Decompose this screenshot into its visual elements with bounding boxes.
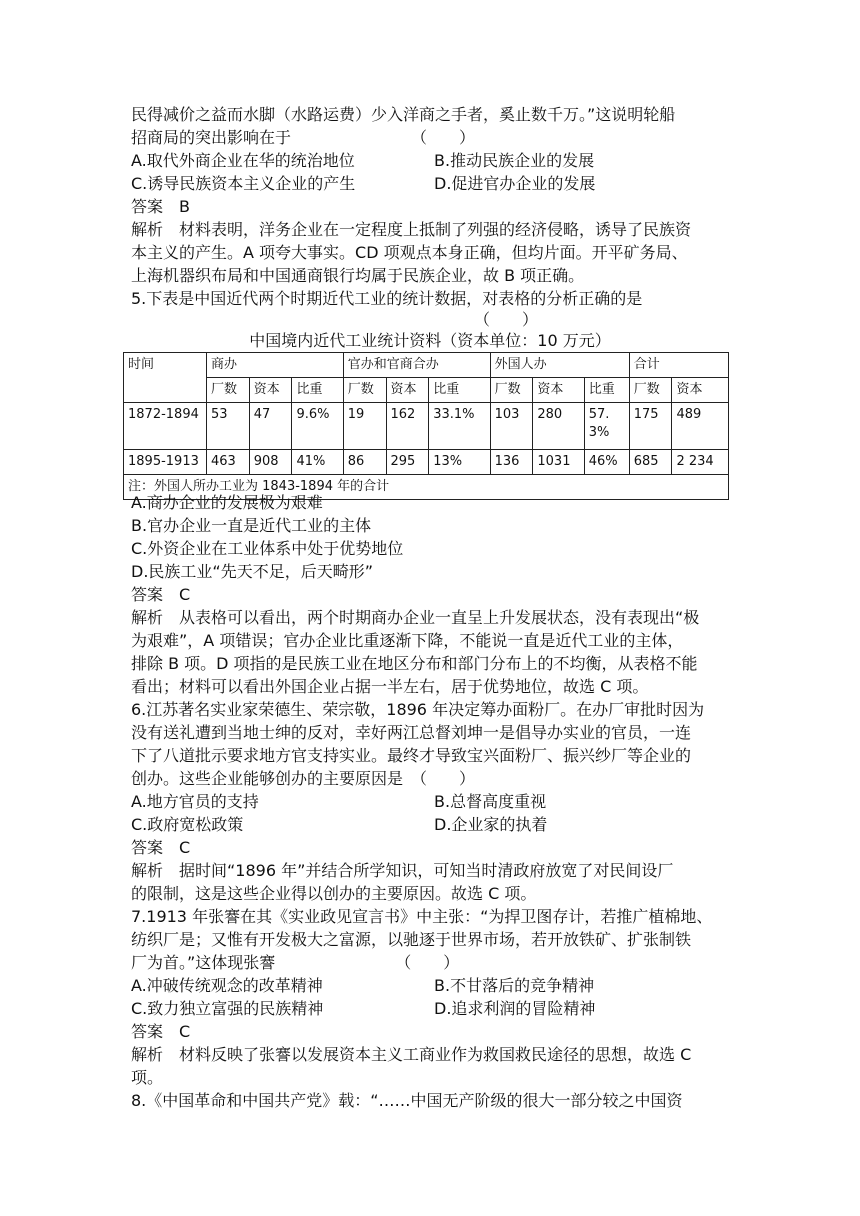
q4-stem-line-2: 招商局的突出影响在于 （ ） xyxy=(131,128,476,147)
q7-stem-line-3: 厂为首。”这体现张謇 （ ） xyxy=(131,953,460,972)
q6-analysis-line-1: 解析 据时间“1896 年”并结合所学知识，可知当时清政府放宽了对民间设厂 xyxy=(131,861,674,880)
q6-option-c: C.政府宽松政策 xyxy=(131,815,244,834)
cell-merchant-capital: 47 xyxy=(249,403,292,450)
table-header-row xyxy=(124,353,729,378)
q6-option-b: B.总督高度重视 xyxy=(434,792,547,811)
q4-option-a: A.取代外商企业在华的统治地位 xyxy=(131,151,355,170)
q4-option-b: B.推动民族企业的发展 xyxy=(434,151,595,170)
q5-stem-line-1: 5.下表是中国近代两个时期近代工业的统计数据，对表格的分析正确的是 xyxy=(131,289,643,308)
cell-foreign-ratio: 46% xyxy=(584,450,629,475)
q5-option-b: B.官办企业一直是近代工业的主体 xyxy=(131,516,372,535)
q5-option-a: A.商办企业的发展极为艰难 xyxy=(131,493,323,512)
q7-analysis-line-2: 项。 xyxy=(131,1068,164,1087)
header-merchant-run: 商办 xyxy=(207,353,344,378)
q4-option-c: C.诱导民族资本主义企业的产生 xyxy=(131,174,356,193)
q4-answer: 答案 B xyxy=(131,197,190,216)
q5-answer: 答案 C xyxy=(131,585,191,604)
q4-analysis-line-3: 上海机器织布局和中国通商银行均属于民族企业，故 B 项正确。 xyxy=(131,266,585,285)
table-row xyxy=(124,450,729,475)
cell-foreign-ratio: 57.3% xyxy=(584,403,629,450)
q4-stem-line-1: 民得减价之益而水脚（水路运费）少入洋商之手者，奚止数千万。”这说明轮船 xyxy=(131,105,676,124)
cell-government-factories: 19 xyxy=(343,403,386,450)
subheader-factories: 厂数 xyxy=(207,378,250,403)
q6-stem-line-1: 6.江苏著名实业家荣德生、荣宗敬，1896 年决定筹办面粉厂。在办厂审批时因为 xyxy=(131,700,705,719)
cell-total-capital: 2 234 xyxy=(672,450,729,475)
q7-analysis-line-1: 解析 材料反映了张謇以发展资本主义工商业作为救国救民途径的思想，故选 C xyxy=(131,1045,692,1064)
cell-total-factories: 685 xyxy=(629,450,672,475)
q7-option-a: A.冲破传统观念的改革精神 xyxy=(131,976,323,995)
q5-stem-line-2: （ ） xyxy=(474,310,539,329)
q5-analysis-line-2: 为艰难”，A 项错误；官办企业比重逐渐下降，不能说一直是近代工业的主体， xyxy=(131,631,684,650)
q7-option-b: B.不甘落后的竞争精神 xyxy=(434,976,595,995)
header-total: 合计 xyxy=(629,353,728,378)
q7-answer: 答案 C xyxy=(131,1022,191,1041)
subheader-factories: 厂数 xyxy=(629,378,672,403)
subheader-capital: 资本 xyxy=(386,378,429,403)
cell-total-capital: 489 xyxy=(672,403,729,450)
subheader-factories: 厂数 xyxy=(343,378,386,403)
cell-foreign-factories: 136 xyxy=(490,450,533,475)
q6-analysis-line-2: 的限制，这是这些企业得以创办的主要原因。故选 C 项。 xyxy=(131,884,537,903)
q6-option-a: A.地方官员的支持 xyxy=(131,792,259,811)
q5-option-c: C.外资企业在工业体系中处于优势地位 xyxy=(131,539,404,558)
q5-statistics-table xyxy=(123,352,729,500)
header-foreign-run: 外国人办 xyxy=(490,353,629,378)
cell-government-ratio: 13% xyxy=(429,450,490,475)
q5-table-caption: 中国境内近代工业统计资料（资本单位：10 万元） xyxy=(249,331,611,350)
cell-time: 1895-1913 xyxy=(124,450,207,475)
cell-foreign-capital: 1031 xyxy=(533,450,584,475)
header-government-run: 官办和官商合办 xyxy=(343,353,490,378)
cell-time: 1872-1894 xyxy=(124,403,207,450)
subheader-capital: 资本 xyxy=(672,378,729,403)
q8-stem-line-1: 8.《中国革命和中国共产党》载：“……中国无产阶级的很大一部分较之中国资 xyxy=(131,1091,683,1110)
q4-analysis-line-1: 解析 材料表明，洋务企业在一定程度上抵制了列强的经济侵略，诱导了民族资 xyxy=(131,220,692,239)
table-row xyxy=(124,403,729,450)
q6-stem-line-3: 下了八道批示要求地方官支持实业。最终才导致宝兴面粉厂、振兴纱厂等企业的 xyxy=(131,746,692,765)
cell-foreign-capital: 280 xyxy=(533,403,584,450)
q4-option-d: D.促进官办企业的发展 xyxy=(434,174,596,193)
cell-government-factories: 86 xyxy=(343,450,386,475)
q5-analysis-line-3: 排除 B 项。D 项指的是民族工业在地区分布和部门分布上的不均衡，从表格不能 xyxy=(131,654,698,673)
cell-government-capital: 162 xyxy=(386,403,429,450)
q7-option-d: D.追求利润的冒险精神 xyxy=(434,999,596,1018)
table-subheader-row xyxy=(124,378,729,403)
cell-government-ratio: 33.1% xyxy=(429,403,490,450)
q4-analysis-line-2: 本主义的产生。A 项夸大事实。CD 项观点本身正确，但均片面。开平矿务局、 xyxy=(131,243,688,262)
subheader-factories: 厂数 xyxy=(490,378,533,403)
subheader-capital: 资本 xyxy=(533,378,584,403)
q6-stem-line-2: 没有送礼遭到当地士绅的反对，幸好两江总督刘坤一是倡导办实业的官员，一连 xyxy=(131,723,692,742)
q5-analysis-line-4: 看出；材料可以看出外国企业占据一半左右，居于优势地位，故选 C 项。 xyxy=(131,677,649,696)
subheader-ratio: 比重 xyxy=(584,378,629,403)
q6-stem-line-4: 创办。这些企业能够创办的主要原因是 （ ） xyxy=(131,769,476,788)
subheader-ratio: 比重 xyxy=(429,378,490,403)
subheader-ratio: 比重 xyxy=(292,378,343,403)
cell-total-factories: 175 xyxy=(629,403,672,450)
q6-option-d: D.企业家的执着 xyxy=(434,815,548,834)
cell-merchant-factories: 463 xyxy=(207,450,250,475)
q7-option-c: C.致力独立富强的民族精神 xyxy=(131,999,324,1018)
q7-stem-line-1: 7.1913 年张謇在其《实业政见宣言书》中主张：“为捍卫图存计，若推广植棉地、 xyxy=(131,907,713,926)
cell-merchant-capital: 908 xyxy=(249,450,292,475)
q7-stem-line-2: 纺织厂是；又惟有开发极大之富源，以驰逐于世界市场，若开放铁矿、扩张制铁 xyxy=(131,930,692,949)
cell-government-capital: 295 xyxy=(386,450,429,475)
q6-answer: 答案 C xyxy=(131,838,191,857)
q5-option-d: D.民族工业“先天不足，后天畸形” xyxy=(131,562,373,581)
cell-merchant-ratio: 41% xyxy=(292,450,343,475)
cell-foreign-factories: 103 xyxy=(490,403,533,450)
table-note: 注：外国人所办工业为 1843-1894 年的合计 xyxy=(124,475,729,500)
header-time: 时间 xyxy=(124,353,207,403)
cell-merchant-factories: 53 xyxy=(207,403,250,450)
q5-analysis-line-1: 解析 从表格可以看出，两个时期商办企业一直呈上升发展状态，没有表现出“极 xyxy=(131,608,700,627)
cell-merchant-ratio: 9.6% xyxy=(292,403,343,450)
subheader-capital: 资本 xyxy=(249,378,292,403)
